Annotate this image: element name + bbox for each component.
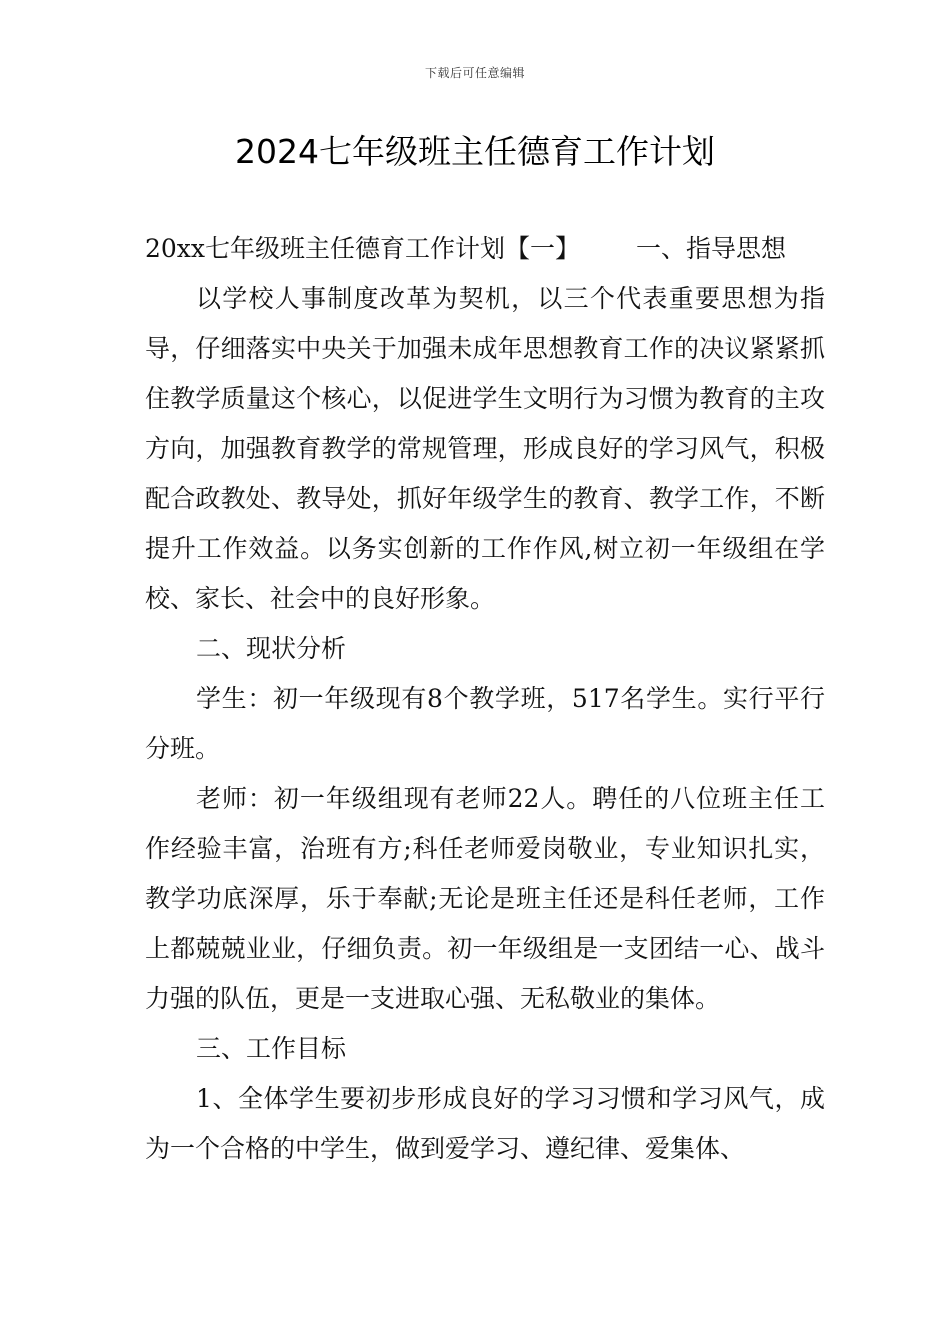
- paragraph-students: 学生：初一年级现有8个教学班，517名学生。实行平行分班。: [145, 684, 825, 763]
- page-header-note: 下载后可任意编辑: [424, 66, 525, 80]
- section-heading-guiding-thought: 一、指导思想: [636, 234, 787, 263]
- section-heading-status-analysis: 二、现状分析: [196, 634, 347, 663]
- document-title: 2024七年级班主任德育工作计划: [235, 132, 715, 171]
- subtitle-line: [145, 224, 825, 274]
- document-subtitle: 20xx七年级班主任德育工作计划【一】: [145, 234, 581, 263]
- paragraph-teachers: 老师：初一年级组现有老师22人。聘任的八位班主任工作经验丰富，治班有方;科任老师爱岗敬业，专业知识扎实，教学功底深厚，乐于奉献;无论是班主任还是科任老师，工作上都兢兢业业，仔细负责。初一年级组是一支团结一心、战斗力强的队伍，更是一支进取心强、无私敬业的集体。: [145, 784, 825, 1013]
- document-body: [145, 224, 825, 1174]
- paragraph-goal-1: 1、全体学生要初步形成良好的学习习惯和学习风气，成为一个合格的中学生，做到爱学习、遵纪律、爱集体、: [145, 1084, 825, 1163]
- section-heading-work-goals: 三、工作目标: [196, 1034, 347, 1063]
- paragraph-guiding-thought: 以学校人事制度改革为契机，以三个代表重要思想为指导，仔细落实中央关于加强未成年思想教育工作的决议紧紧抓住教学质量这个核心，以促进学生文明行为习惯为教育的主攻方向，加强教育教学的常规管理，形成良好的学习风气，积极配合政教处、教导处，抓好年级学生的教育、教学工作，不断提升工作效益。以务实创新的工作作风,树立初一年级组在学校、家长、社会中的良好形象。: [145, 284, 825, 613]
